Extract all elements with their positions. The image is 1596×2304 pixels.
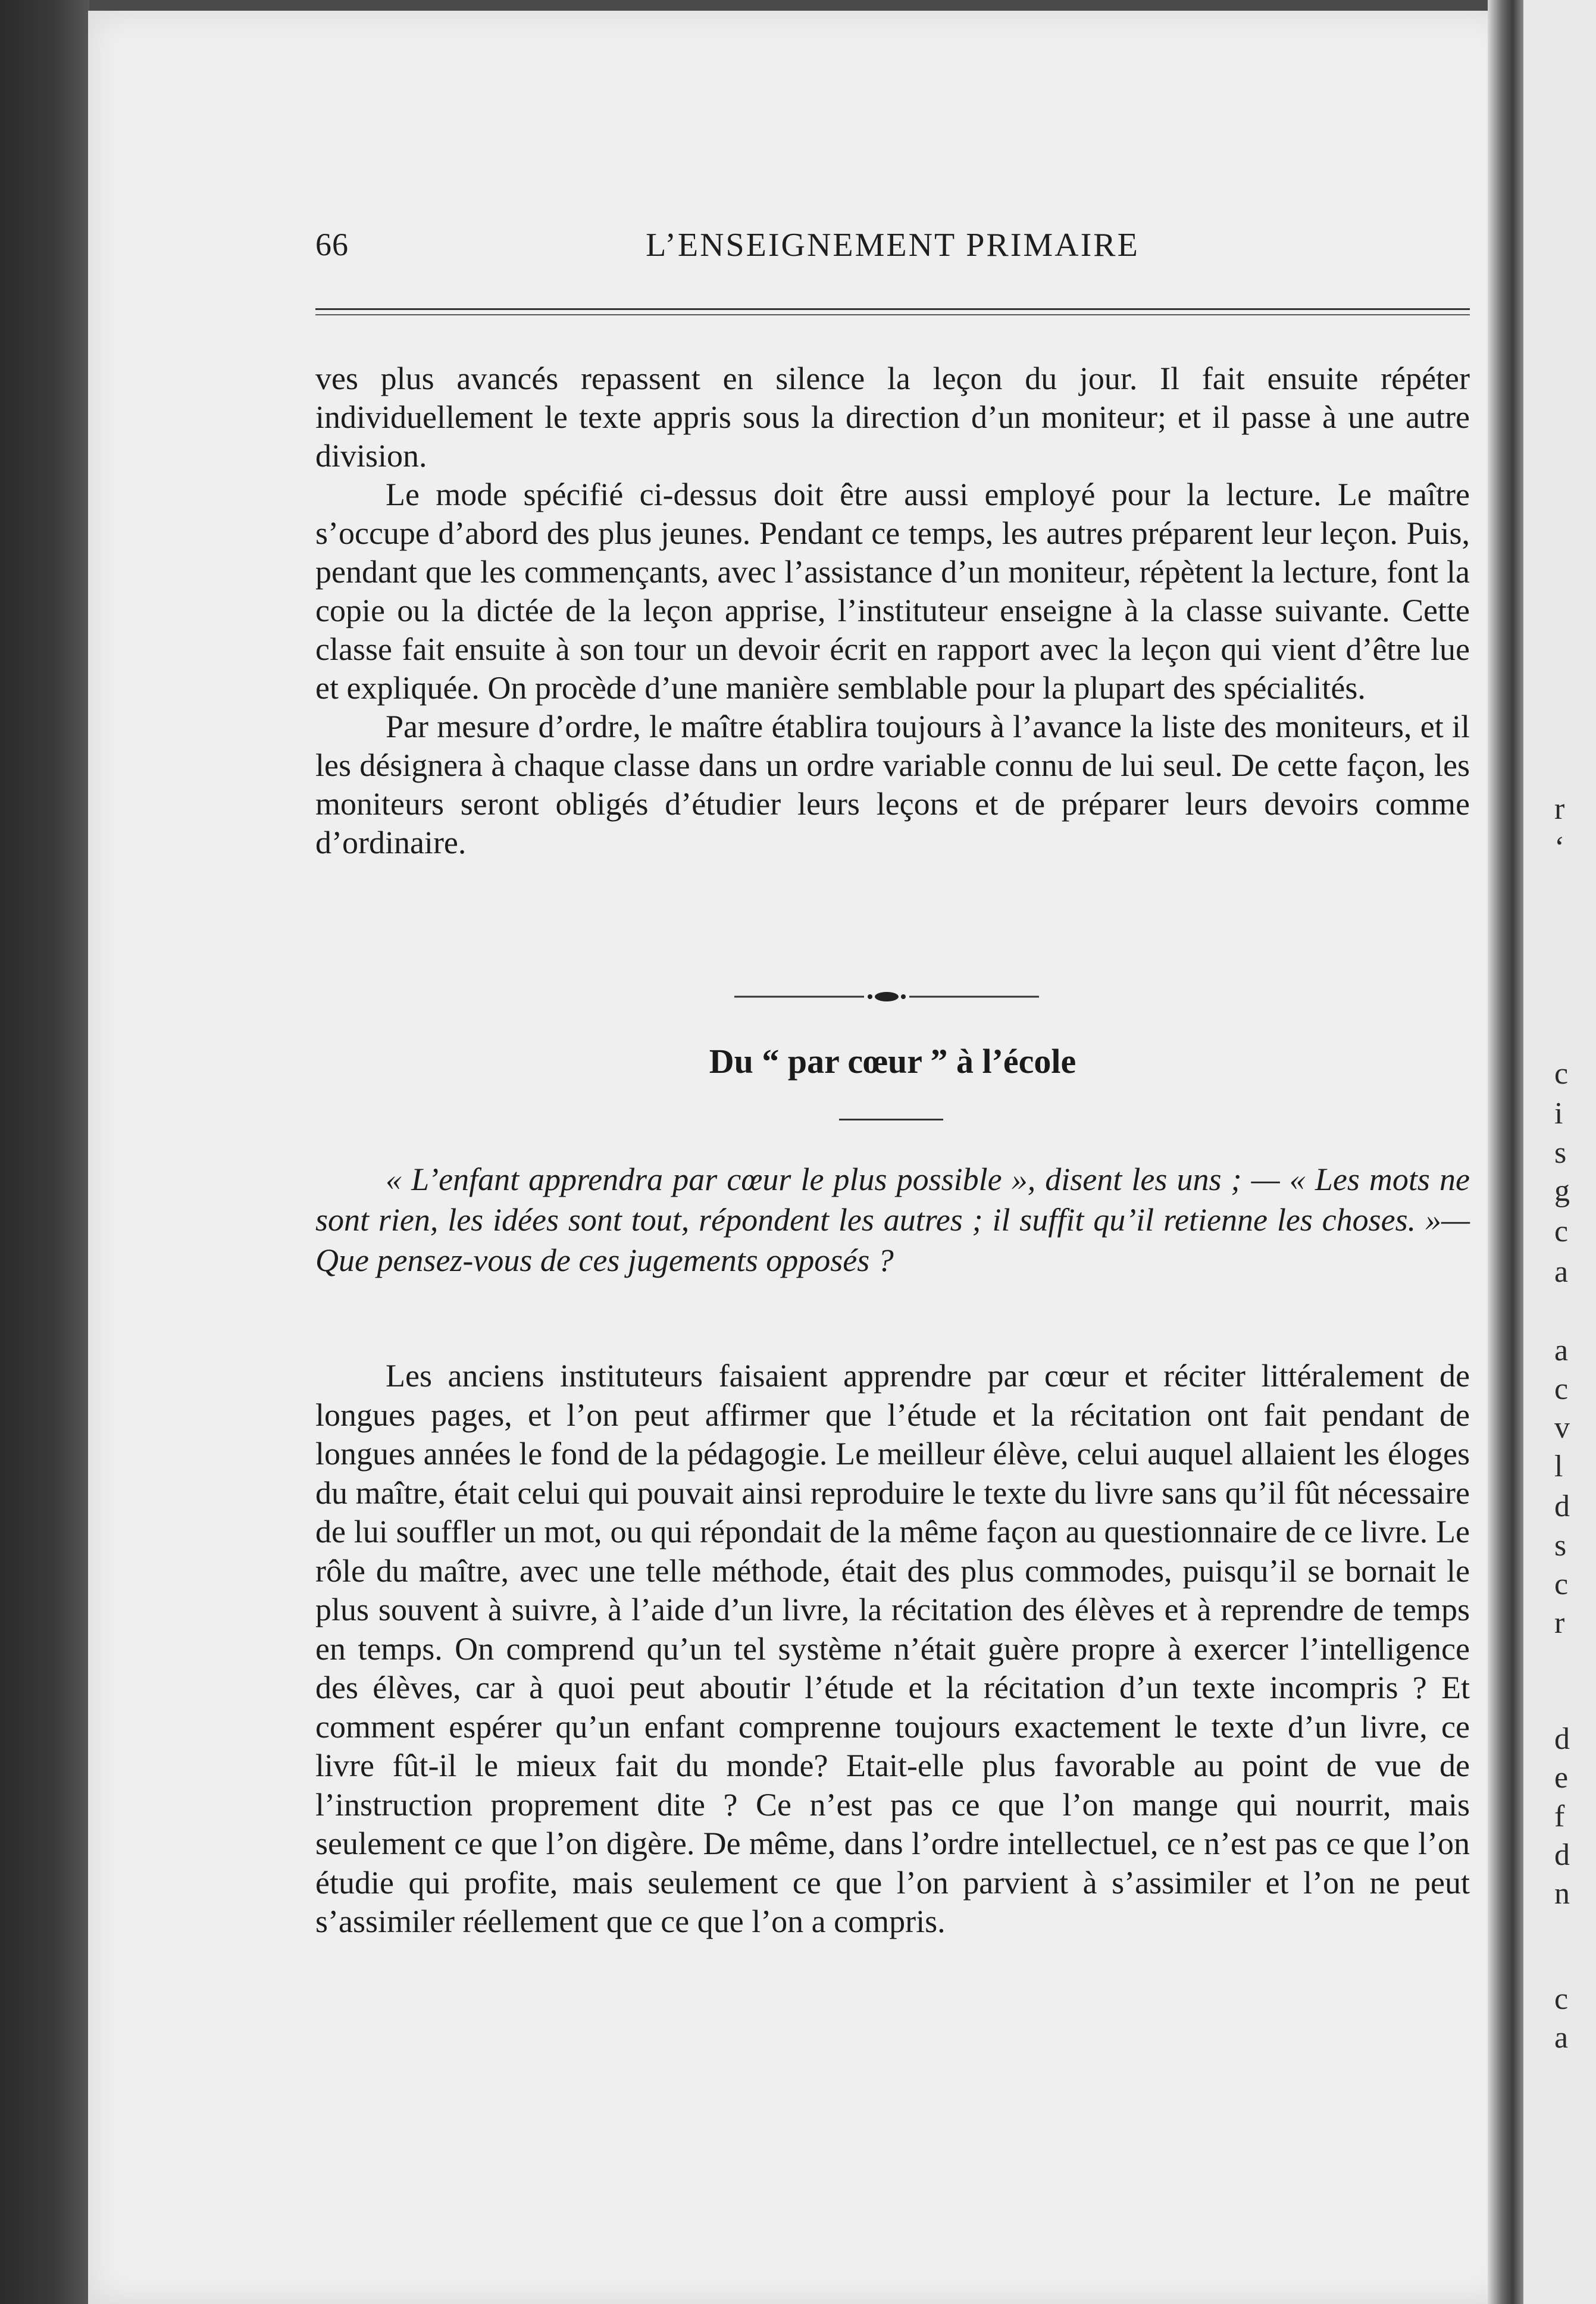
paragraph: ves plus avancés repassent en silence la leçon du jour. Il fait ensuite répéter individuellement le texte appris sous la direction d’un moniteur; et il passe à une autre division. <box>315 361 1470 474</box>
next-page-fragment: l <box>1554 1450 1563 1483</box>
next-page-fragment: c <box>1554 1567 1569 1601</box>
section-ornament <box>732 988 1041 1006</box>
title-rule <box>839 1119 943 1120</box>
prompt-text: « L’enfant apprendra par cœur le plus possible », disent les uns ; — « Les mots ne sont rien, les idées sont tout, répondent les autres ; il suffit qu’il retienne les choses. »—Que pensez-vous de ces jugements opposés ? <box>315 1162 1470 1278</box>
header-rule-secondary <box>315 314 1470 315</box>
page-number: 66 <box>315 227 349 262</box>
next-page-fragment: c <box>1554 1372 1569 1406</box>
next-page-fragment: d <box>1554 1722 1570 1756</box>
next-page-fragment: r <box>1554 792 1565 826</box>
next-page-fragment: f <box>1554 1799 1565 1833</box>
next-page-fragment: c <box>1554 1214 1569 1248</box>
paragraph: Par mesure d’ordre, le maître établira toujours à l’avance la liste des moniteurs, et il les désignera à chaque classe dans un ordre variable connu de lui seul. De cette façon, les moniteurs seront obligés d’étudier leurs leçons et de préparer leurs devoirs comme d’ordinaire. <box>315 709 1470 860</box>
next-page-fragment: r <box>1554 1606 1565 1640</box>
question-prompt <box>315 1159 1470 1281</box>
next-page-fragment: a <box>1554 1255 1569 1289</box>
book-gutter <box>1488 0 1523 2304</box>
next-page-fragment: s <box>1554 1136 1567 1170</box>
next-page-fragment: a <box>1554 1333 1569 1367</box>
next-page-fragment: n <box>1554 1877 1570 1911</box>
next-page-fragment: ‘ <box>1554 831 1565 865</box>
paragraph: Le mode spécifié ci-dessus doit être aussi employé pour la lecture. Le maître s’occupe d’abord des plus jeunes. Pendant ce temps, les autres préparent leur leçon. Puis, pendant que les commençants, avec l’assistance d’un moniteur, répètent la lecture, font la copie ou la dictée de la leçon apprise, l’instituteur enseigne à la classe suivante. Cette classe fait ensuite à son tour un devoir écrit en rapport avec la leçon qui vient d’être lue et expliquée. On procède d’une manière semblable pour la plupart des spécialités. <box>315 477 1470 706</box>
next-page-fragment: d <box>1554 1838 1570 1872</box>
book-page <box>88 11 1510 2304</box>
next-page-fragment: d <box>1554 1489 1570 1523</box>
next-page-fragment: i <box>1554 1097 1563 1131</box>
section-title: Du “ par cœur ” à l’école <box>709 1042 1076 1081</box>
next-page-edge <box>1523 0 1596 2304</box>
running-head: L’ENSEIGNEMENT PRIMAIRE <box>646 227 1140 264</box>
header-rule <box>315 308 1470 310</box>
next-page-fragment: v <box>1554 1411 1570 1445</box>
scan-background-left <box>0 0 89 2304</box>
paragraph: Les anciens instituteurs faisaient apprendre par cœur et réciter littéralement de longues pages, et l’on peut affirmer que l’étude et la récitation ont fait pendant de longues années le fond de la pédagogie. Le meilleur élève, celui auquel allaient les éloges du maître, était celui qui pouvait ainsi reproduire le texte du livre sans qu’il fût nécessaire de lui souffler un mot, ou qui répondait de la même façon au questionnaire de ce livre. Le rôle du maître, avec une telle méthode, était des plus commodes, puisqu’il se bornait le plus souvent à suivre, à l’aide d’un livre, la récitation des élèves et à reprendre de temps en temps. On comprend qu’un tel système n’était guère propre à exercer l’intelligence des élèves, car à quoi peut aboutir l’étude et la récitation d’un texte incompris ? Et comment espérer qu’un enfant comprenne toujours exactement le texte d’un livre, ce livre fût-il le mieux fait du monde? Etait-elle plus favorable au point de vue de l’instruction proprement dite ? Ce n’est pas ce que l’on mange qui nourrit, mais seulement ce que l’on digère. De même, dans l’ordre intellectuel, ce n’est pas ce que l’on étudie qui profite, mais seulement ce que l’on parvient à s’assimiler et l’on ne peut s’assimiler réellement que ce que l’on a compris. <box>315 1358 1470 1939</box>
next-page-fragment: s <box>1554 1529 1567 1563</box>
next-page-fragment: c <box>1554 1982 1569 2016</box>
section-body <box>315 1357 1470 1942</box>
next-page-fragment: g <box>1554 1174 1570 1208</box>
next-page-fragment: a <box>1554 2021 1569 2055</box>
continued-text-block <box>315 359 1470 862</box>
next-page-fragment: e <box>1554 1761 1569 1795</box>
page-header <box>315 226 1470 274</box>
next-page-fragment: c <box>1554 1057 1569 1091</box>
